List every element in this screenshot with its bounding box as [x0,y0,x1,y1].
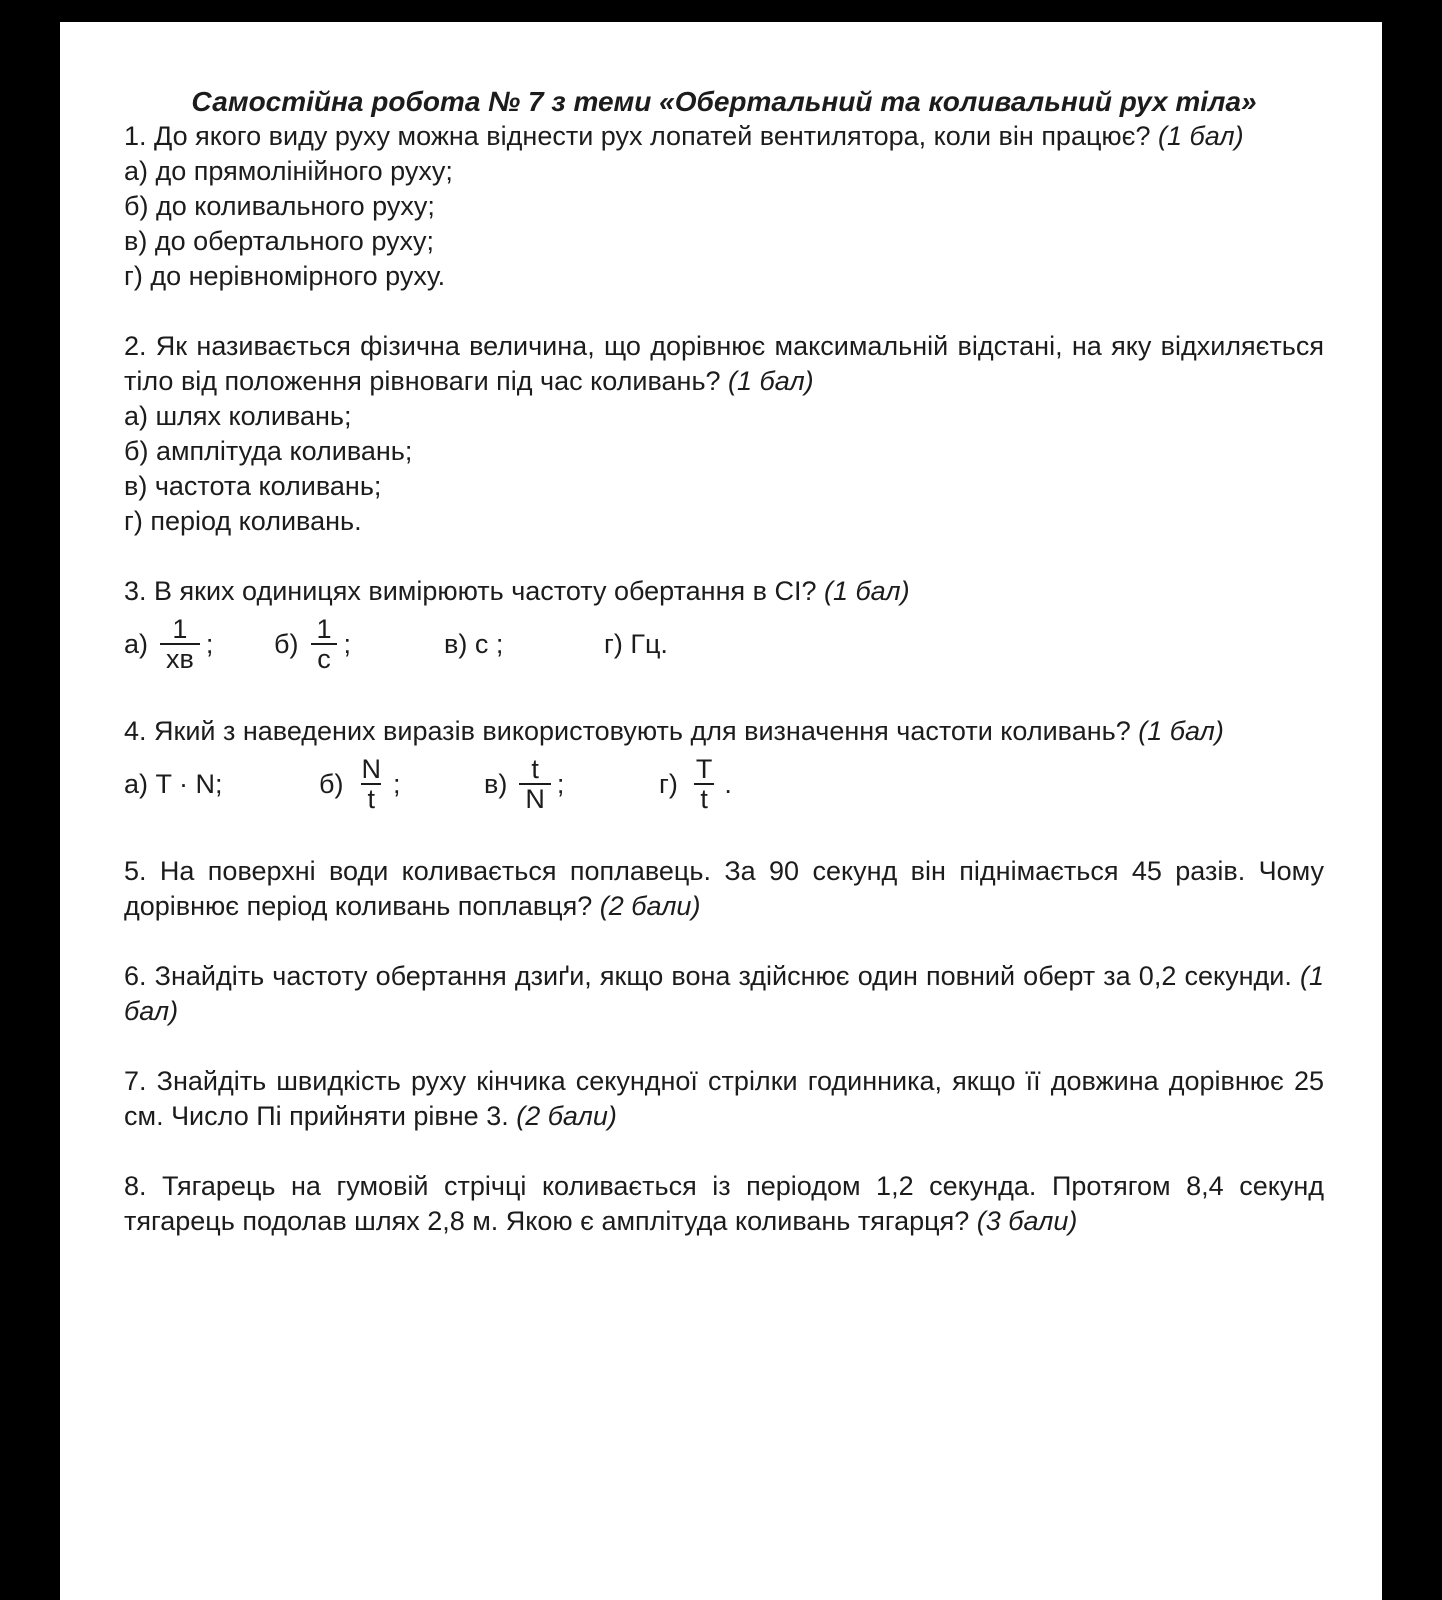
fraction-denominator: t [694,783,714,813]
question-4-option-d [659,755,732,813]
question-8 [124,1169,1324,1239]
question-2-option-d: г) період коливань. [124,506,362,536]
worksheet-page [60,22,1382,1600]
question-6-points: (1 бал) [124,961,1325,1026]
fraction-denominator: t [361,783,381,813]
question-6 [124,959,1324,1029]
question-4-options [124,749,1324,819]
question-3-points: (1 бал) [823,576,910,606]
question-2-text [124,329,1324,399]
question-2-prompt: 2. Як називається фізична величина, що дорівнює максимальній відстані, на яку відхиляється тіло від положення рівноваги під час коливань? [124,331,1324,396]
option-a-label: а) [124,628,149,659]
question-5-prompt: 5. На поверхні води коливається поплавець. За 90 секунд він піднімається 45 разів. Чому дорівнює період коливань поплавця? [124,856,1324,921]
question-7-text [124,1064,1324,1134]
question-6-text [124,959,1324,1029]
question-2-option-a: а) шлях коливань; [124,401,352,431]
fraction-numerator: 1 [172,614,188,644]
question-2-points: (1 бал) [728,366,814,396]
fraction-1-per-min [160,615,200,673]
question-3 [124,574,1324,679]
fraction-numerator: N [361,754,381,784]
fraction-n-over-t [355,755,387,813]
question-8-prompt: 8. Тягарець на гумовій стрічці коливається із періодом 1,2 секунда. Протягом 8,4 секунд тягарець подолав шлях 2,8 м. Якою є амплітуда коливань тягарця? [124,1171,1324,1236]
fraction-1-per-s [310,615,337,673]
question-3-option-d: г) Гц. [604,628,668,659]
question-1-prompt: 1. До якого виду руху можна віднести рух лопатей вентилятора, коли він працює? [124,121,1151,151]
option-punct: ; [205,628,214,659]
question-1 [124,119,1324,294]
question-2-option-c: в) частота коливань; [124,471,382,501]
option-punct: ; [556,768,565,799]
fraction-numerator: 1 [316,614,332,644]
question-1-points: (1 бал) [1158,121,1244,151]
option-punct: . [724,768,732,799]
question-8-points: (3 бали) [976,1206,1078,1236]
fraction-denominator: с [311,643,337,673]
question-8-text [124,1169,1324,1239]
option-punct: ; [392,768,401,799]
question-3-text [124,574,1324,609]
option-d-label: г) [659,768,678,799]
question-7-points: (2 бали) [516,1101,617,1131]
worksheet-content [124,84,1324,1239]
question-2-option-b: б) амплітуда коливань; [124,436,413,466]
question-5 [124,854,1324,924]
question-6-prompt: 6. Знайдіть частоту обертання дзиґи, якщо вона здійснює один повний оберт за 0,2 секунди. [124,961,1292,991]
question-1-option-a: а) до прямолінійного руху; [124,156,453,186]
question-7-prompt: 7. Знайдіть швидкість руху кінчика секундної стрілки годинника, якщо її довжина дорівнює 25 см. Число Пі прийняти рівне 3. [124,1066,1324,1131]
option-c-label: в) [484,768,508,799]
option-b-label: б) [274,628,299,659]
question-1-option-d: г) до нерівномірного руху. [124,261,446,291]
option-b-label: б) [319,768,344,799]
question-3-option-c: в) с ; [444,628,504,659]
question-4-points: (1 бал) [1138,716,1224,746]
question-1-option-c: в) до обертального руху; [124,226,435,256]
question-5-text [124,854,1324,924]
fraction-numerator: t [531,754,539,784]
question-1-text [124,119,1324,154]
question-4-option-b [319,755,484,813]
fraction-t-over-n [519,755,551,813]
question-1-option-b: б) до коливального руху; [124,191,435,221]
question-3-options [124,609,1324,679]
question-4-option-a: а) T · N; [124,768,223,799]
question-2 [124,329,1324,539]
fraction-numerator: T [695,754,713,784]
page-title: Самостійна робота № 7 з теми «Обертальний та коливальний рух тіла» [191,86,1257,117]
question-3-option-b [274,615,444,673]
fraction-denominator: хв [160,643,200,673]
question-4 [124,714,1324,819]
question-4-prompt: 4. Який з наведених виразів використовують для визначення частоти коливань? [124,716,1131,746]
question-7 [124,1064,1324,1134]
question-5-points: (2 бали) [599,891,701,921]
fraction-denominator: N [519,783,551,813]
question-4-option-c [484,755,659,813]
question-3-prompt: 3. В яких одиницях вимірюють частоту обертання в СІ? [124,576,817,606]
question-3-option-a [124,615,274,673]
fraction-T-over-t [690,755,719,813]
question-4-text [124,714,1324,749]
option-punct: ; [343,628,352,659]
